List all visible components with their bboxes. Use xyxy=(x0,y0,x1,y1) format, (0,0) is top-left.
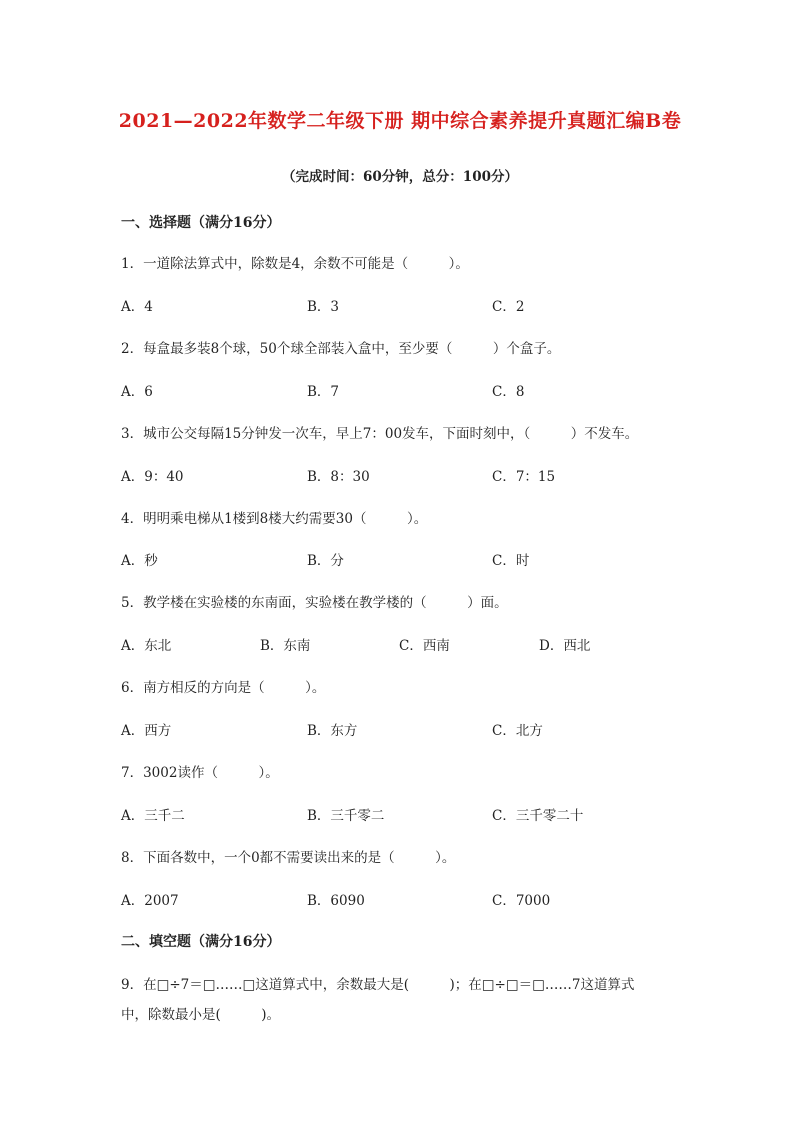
option-3a: A．9：40 xyxy=(121,469,184,485)
option-2c: C．8 xyxy=(492,384,525,400)
option-7a: A．三千二 xyxy=(121,808,185,824)
section-heading-fill: 二、填空题（满分16分） xyxy=(121,934,281,950)
option-8a: A．2007 xyxy=(121,893,179,909)
option-6c: C．北方 xyxy=(492,723,543,739)
option-4b: B．分 xyxy=(307,553,344,569)
option-7c: C．三千零二十 xyxy=(492,808,584,824)
option-1c: C．2 xyxy=(492,299,525,315)
option-5d: D．西北 xyxy=(539,638,591,654)
option-1b: B．3 xyxy=(307,299,340,315)
option-8b: B．6090 xyxy=(307,893,365,909)
question-6: 6．南方相反的方向是（ ）。 xyxy=(121,680,326,696)
question-8: 8．下面各数中，一个0都不需要读出来的是（ ）。 xyxy=(121,850,456,866)
page-title: 2021—2022年数学二年级下册 期中综合素养提升真题汇编B卷 xyxy=(118,110,682,132)
option-5c: C．西南 xyxy=(399,638,450,654)
question-9-line-2: 中，除数最小是( )。 xyxy=(121,1007,281,1023)
option-4c: C．时 xyxy=(492,553,530,569)
question-9-line-1: 9．在□÷7＝□……□这道算式中，余数最大是( )；在□÷□＝□……7这道算式 xyxy=(121,977,635,993)
exam-info: （完成时间：60分钟，总分：100分） xyxy=(282,169,518,185)
question-1: 1．一道除法算式中，除数是4，余数不可能是（ ）。 xyxy=(121,256,469,272)
option-3c: C．7：15 xyxy=(492,469,556,485)
question-5: 5．教学楼在实验楼的东南面，实验楼在教学楼的（ ）面。 xyxy=(121,595,508,611)
question-4: 4．明明乘电梯从1楼到8楼大约需要30（ ）。 xyxy=(121,511,428,527)
option-4a: A．秒 xyxy=(121,553,158,569)
question-2: 2．每盒最多装8个球，50个球全部装入盒中，至少要（ ）个盒子。 xyxy=(121,341,561,357)
option-6b: B．东方 xyxy=(307,723,358,739)
question-3: 3．城市公交每隔15分钟发一次车，早上7：00发车，下面时刻中，（ ）不发车。 xyxy=(121,426,639,442)
option-5b: B．东南 xyxy=(260,638,311,654)
question-7: 7．3002读作（ ）。 xyxy=(121,765,279,781)
option-2b: B．7 xyxy=(307,384,340,400)
option-8c: C．7000 xyxy=(492,893,551,909)
option-7b: B．三千零二 xyxy=(307,808,385,824)
option-5a: A．东北 xyxy=(121,638,172,654)
option-2a: A．6 xyxy=(121,384,153,400)
option-6a: A．西方 xyxy=(121,723,172,739)
option-1a: A．4 xyxy=(121,299,153,315)
section-heading-choice: 一、选择题（满分16分） xyxy=(121,215,281,231)
option-3b: B．8：30 xyxy=(307,469,370,485)
